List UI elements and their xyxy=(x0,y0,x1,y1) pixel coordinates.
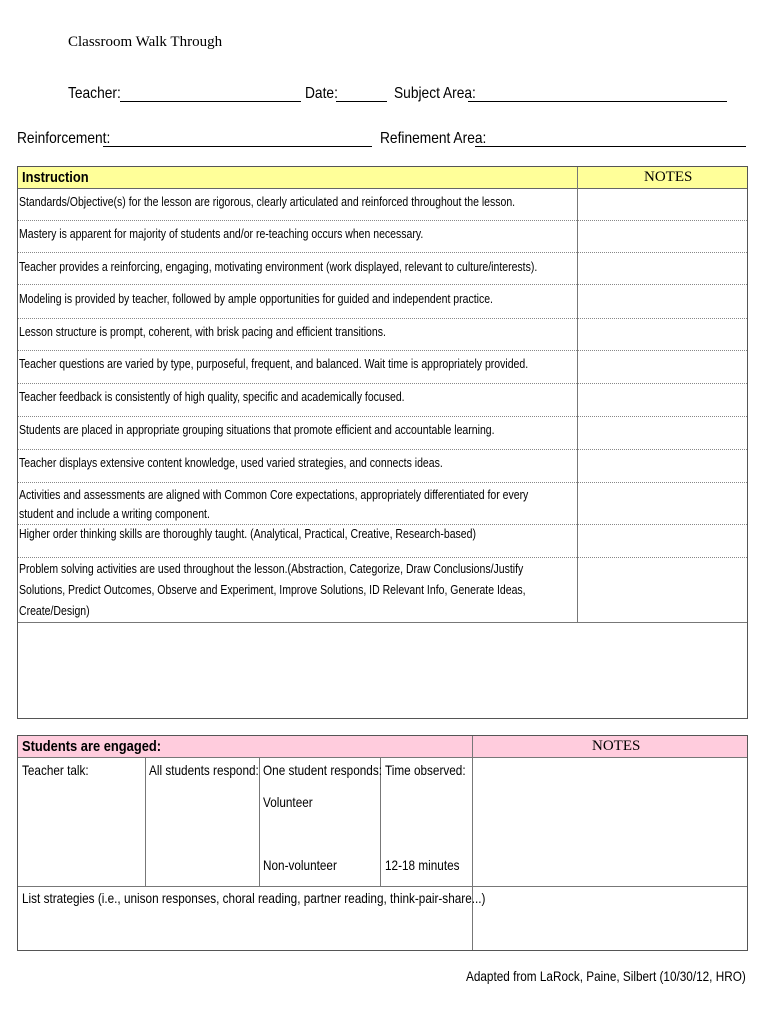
instruction-notes-heading: NOTES xyxy=(644,169,693,185)
teacher-label: Teacher: xyxy=(68,85,121,102)
teacher-field[interactable] xyxy=(120,101,301,102)
students-engaged-table xyxy=(17,735,748,951)
teacher-talk-label: Teacher talk: xyxy=(22,762,89,778)
criterion-text: Students are placed in appropriate grouping situations that promote efficient and accountable learning. xyxy=(19,423,495,437)
form-title: Classroom Walk Through xyxy=(68,34,223,50)
criterion-text: Standards/Objective(s) for the lesson are rigorous, clearly articulated and reinforced throughout the lesson. xyxy=(19,195,516,209)
refinement-area-field[interactable] xyxy=(475,146,746,147)
criterion-text: Mastery is apparent for majority of students and/or re-teaching occurs when necessary. xyxy=(19,227,424,241)
subject-area-field[interactable] xyxy=(468,101,727,102)
refinement-area-label: Refinement Area: xyxy=(380,130,487,147)
criterion-text-line2: student and include a writing component. xyxy=(19,507,210,521)
criterion-text-line2: Solutions, Predict Outcomes, Observe and Experiment, Improve Solutions, ID Relevant Info, Generate Ideas, xyxy=(19,583,526,597)
criterion-text-line1: Problem solving activities are used throughout the lesson.(Abstraction, Categorize, Draw Conclusions/Justify xyxy=(19,562,524,576)
engaged-notes-area[interactable] xyxy=(473,758,747,950)
date-field[interactable] xyxy=(336,101,387,102)
criterion-text: Modeling is provided by teacher, followed by ample opportunities for guided and independent practice. xyxy=(19,292,493,306)
instruction-table xyxy=(17,166,748,719)
non-volunteer-label: Non-volunteer xyxy=(263,857,337,873)
divider xyxy=(145,758,146,886)
criterion-text: Teacher displays extensive content knowledge, used varied strategies, and connects ideas. xyxy=(19,456,443,470)
list-strategies-label: List strategies (i.e., unison responses, choral reading, partner reading, think-pair-share...) xyxy=(22,890,486,906)
criterion-text: Teacher provides a reinforcing, engaging, motivating environment (work displayed, relevant to culture/interests). xyxy=(19,260,538,274)
criterion-text-line3: Create/Design) xyxy=(19,604,90,618)
instruction-notes-area[interactable] xyxy=(18,623,747,718)
criterion-text-line1: Activities and assessments are aligned with Common Core expectations, appropriately differentiated for every xyxy=(19,488,529,502)
engaged-header-row xyxy=(18,736,747,758)
engaged-heading: Students are engaged: xyxy=(22,738,162,755)
minutes-label: 12-18 minutes xyxy=(385,857,460,873)
instruction-heading: Instruction xyxy=(22,169,89,186)
criterion-text: Teacher questions are varied by type, purposeful, frequent, and balanced. Wait time is appropriately provided. xyxy=(19,357,529,371)
all-students-respond-label: All students respond: xyxy=(149,762,259,778)
notes-column[interactable] xyxy=(578,189,747,623)
footer-credit: Adapted from LaRock, Paine, Silbert (10/30/12, HRO) xyxy=(466,968,746,984)
date-label: Date: xyxy=(305,85,338,102)
subject-area-label: Subject Area: xyxy=(394,85,476,102)
one-student-responds-label: One student responds: xyxy=(263,762,382,778)
reinforcement-label: Reinforcement: xyxy=(17,130,111,147)
volunteer-label: Volunteer xyxy=(263,794,313,810)
reinforcement-field[interactable] xyxy=(103,146,372,147)
instruction-header-row xyxy=(18,167,747,189)
criterion-text: Lesson structure is prompt, coherent, with brisk pacing and efficient transitions. xyxy=(19,325,386,339)
divider xyxy=(259,758,260,886)
time-observed-label: Time observed: xyxy=(385,762,466,778)
criterion-text: Higher order thinking skills are thoroughly taught. (Analytical, Practical, Creative, Research-based) xyxy=(19,527,476,541)
criterion-text: Teacher feedback is consistently of high quality, specific and academically focused. xyxy=(19,390,405,404)
engaged-notes-heading: NOTES xyxy=(592,738,641,754)
